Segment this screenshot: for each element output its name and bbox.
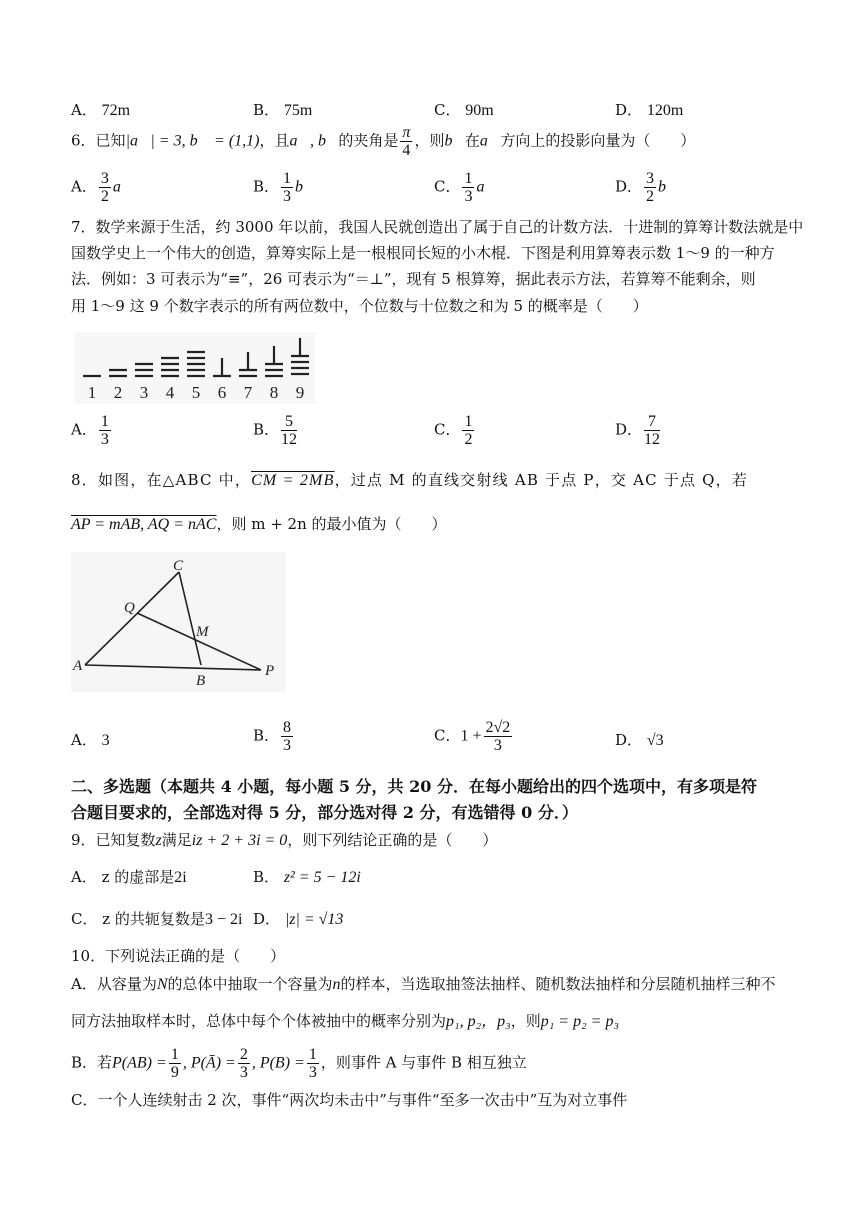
section-2-heading-line-1: 二、多选题（本题共 4 小题，每小题 5 分，共 20 分．在每小题给出的四个选项中，有多项是符: [71, 777, 757, 796]
q8-line-2: AP = mAB, AQ = nAC，则 m + 2n 的最小值为（ ）: [71, 515, 447, 533]
section-2-heading-line-2: 合题目要求的，全部选对得 5 分，部分选对得 2 分，有选错得 0 分．）: [71, 803, 578, 822]
q7-line-1: 7．数学来源于生活，约 3000 年以前，我国人民就创造出了属于自己的计数方法．十进制的算筹计数法就是中: [71, 218, 804, 236]
rod-label-5: 5: [191, 383, 201, 402]
q9-option-d: D． |z| = √13: [253, 910, 344, 928]
point-label-q: Q: [124, 600, 135, 616]
q6-option-a: A． $\frac{3}{2}$ a⃗: [71, 170, 134, 205]
q9-option-c: C． z 的共轭复数是3 − 2i: [71, 910, 243, 928]
q9-option-a: A． z 的虚部是2i: [71, 868, 187, 886]
rod-label-3: 3: [139, 383, 149, 402]
q7-option-c: C． $\frac{1}{2}$: [434, 413, 473, 448]
rod-label-1: 1: [87, 383, 97, 402]
q10-stem: 10．下列说法正确的是（ ）: [71, 947, 286, 965]
rod-label-8: 8: [269, 383, 279, 402]
q10-option-a-line-2: 同方法抽取样本时，总体中每个个体被抽中的概率分别为p₁, p₂，p₃，则p₁ = p₂ = p₃: [71, 1012, 620, 1030]
q5-option-d: D． 120m: [615, 101, 684, 119]
rod-label-6: 6: [217, 383, 227, 402]
point-label-b: B: [196, 673, 206, 689]
point-label-p: P: [265, 663, 275, 679]
q9-stem: 9．已知复数z满足iz + 2 + 3i = 0，则下列结论正确的是（ ）: [71, 831, 498, 849]
point-label-m: M: [196, 624, 209, 640]
q9-option-b: B． z² = 5 − 12i: [253, 868, 361, 886]
point-label-a: A: [73, 658, 83, 674]
q5-option-a: A． 72m: [71, 101, 131, 119]
q6-option-d: D． $\frac{3}{2}$ b⃗: [615, 170, 679, 205]
q8-option-c: C．1 + $\frac{2√2}{3}$: [434, 719, 511, 754]
rod-label-9: 9: [295, 383, 305, 402]
q7-line-2: 国数学史上一个伟大的创造，算筹实际上是一根根同长短的小木棍．下图是利用算筹表示数 1～9 的一种方: [71, 244, 775, 262]
q10-option-a-line-1: A．从容量为N的总体中抽取一个容量为n的样本，当选取抽签法抽样、随机数法抽样和分层随机抽样三种不: [71, 975, 776, 993]
q10-option-b: B．若P(AB) = $\frac{1}{9}$ , P(Ā) = $\frac{2}{3}$ , P(B) = $\frac{1}{3}$ ，则事件 A 与事件 B 相互独立: [71, 1046, 527, 1081]
q8-option-b: B． $\frac{8}{3}$: [253, 719, 292, 754]
q7-option-d: D． $\frac{7}{12}$: [615, 413, 661, 448]
q6-stem: 6．已知|a⃗| = 3, b⃗ = (1,1)，且a⃗, b⃗的夹角是 $\frac{\pi}{4}$ ，则b⃗在a⃗方向上的投影向量为（ ）: [71, 124, 696, 159]
point-label-c: C: [173, 558, 184, 574]
q8-line-1: 8．如图，在△ABC 中，CM = 2MB，过点 M 的直线交射线 AB 于点 P，交 AC 于点 Q，若: [71, 471, 749, 489]
q7-option-b: B． $\frac{5}{12}$: [253, 413, 298, 448]
rod-label-4: 4: [165, 383, 175, 402]
q5-option-c: C． 90m: [434, 101, 494, 119]
q7-option-a: A． $\frac{1}{3}$: [71, 413, 109, 448]
q5-option-b: B． 75m: [253, 101, 313, 119]
q7-line-3: 法．例如：3 可表示为“≡”，26 可表示为“＝⊥”，现有 5 根算筹，据此表示方法，若算筹不能剩余，则: [71, 270, 756, 288]
rod-label-2: 2: [113, 383, 123, 402]
q8-option-a: A． 3: [71, 731, 110, 749]
counting-rods-figure: [75, 332, 315, 404]
q10-option-c: C．一个人连续射击 2 次，事件“两次均未击中”与事件“至多一次击中”互为对立事件: [71, 1091, 628, 1109]
q6-option-c: C． $\frac{1}{3}$ a⃗: [434, 170, 497, 205]
q7-line-4: 用 1～9 这 9 个数字表示的所有两位数中，个位数与十位数之和为 5 的概率是（ ）: [71, 297, 648, 315]
q8-option-d: D． √3: [615, 731, 664, 749]
q6-option-b: B． $\frac{1}{3}$ b⃗: [253, 170, 316, 205]
triangle-figure: [71, 552, 286, 692]
rod-label-7: 7: [243, 383, 253, 402]
